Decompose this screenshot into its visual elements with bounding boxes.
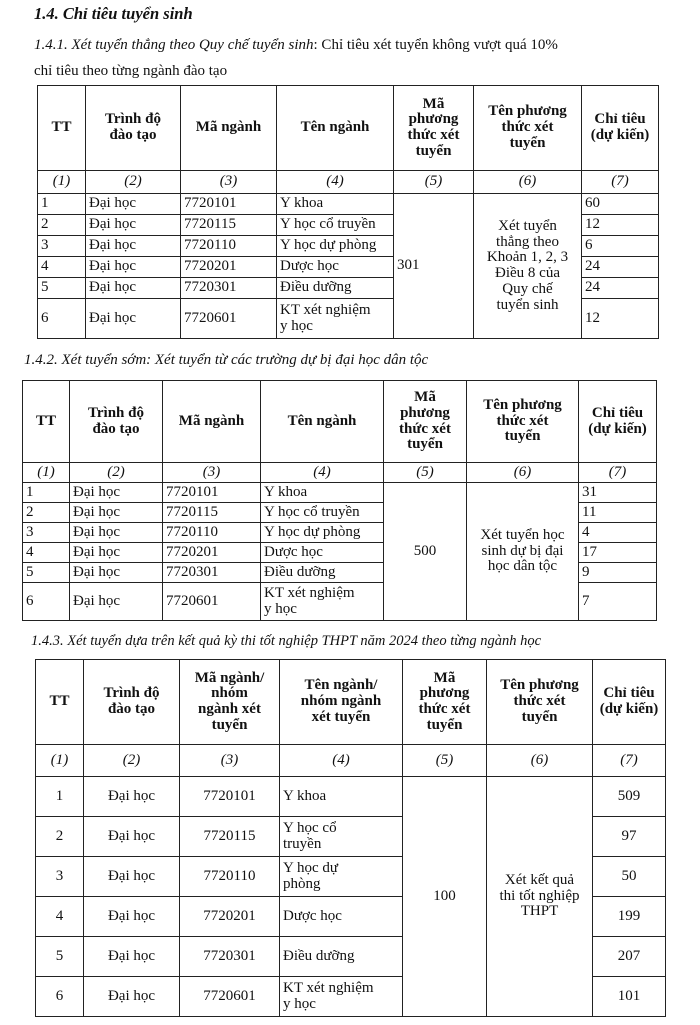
cell-code: 7720201 [181, 257, 277, 278]
header-tt: TT [36, 660, 84, 745]
cell-quota: 50 [593, 857, 666, 897]
cell-quota: 97 [593, 817, 666, 857]
section1-title [34, 37, 558, 54]
column-number-row [23, 463, 657, 483]
col-number: (3) [163, 463, 261, 483]
cell-name: Điều dưỡng [277, 278, 394, 299]
cell-tt: 2 [38, 215, 86, 236]
col-number: (3) [180, 745, 280, 777]
header-level: Trình độ đào tạo [84, 660, 180, 745]
header-code: Mã ngành [163, 381, 261, 463]
cell-method-name: Xét kết quả thi tốt nghiệp THPT [487, 777, 593, 1017]
cell-level: Đại học [86, 215, 181, 236]
cell-method-code: 100 [403, 777, 487, 1017]
cell-level: Đại học [86, 194, 181, 215]
cell-code: 7720110 [163, 523, 261, 543]
section1-title-line2: chỉ tiêu theo từng ngành đào tạo [34, 63, 228, 79]
cell-tt: 4 [36, 897, 84, 937]
header-tt: TT [38, 86, 86, 171]
header-level: Trình độ đào tạo [86, 86, 181, 171]
table-header-row [23, 381, 657, 463]
cell-quota: 9 [579, 563, 657, 583]
col-number: (5) [384, 463, 467, 483]
col-number: (7) [582, 171, 659, 194]
cell-code: 7720115 [180, 817, 280, 857]
cell-level: Đại học [84, 977, 180, 1017]
col-number: (6) [474, 171, 582, 194]
cell-tt: 5 [38, 278, 86, 299]
header-level: Trình độ đào tạo [70, 381, 163, 463]
cell-code: 7720301 [163, 563, 261, 583]
header-tt: TT [23, 381, 70, 463]
header-method-code: Mã phương thức xét tuyển [394, 86, 474, 171]
table-row [38, 194, 659, 215]
cell-tt: 3 [23, 523, 70, 543]
cell-tt: 2 [36, 817, 84, 857]
cell-quota: 4 [579, 523, 657, 543]
cell-tt: 6 [36, 977, 84, 1017]
column-number-row [38, 171, 659, 194]
cell-code: 7720301 [181, 278, 277, 299]
cell-name: Y khoa [280, 777, 403, 817]
header-code: Mã ngành [181, 86, 277, 171]
cell-quota: 7 [579, 583, 657, 621]
col-number: (2) [70, 463, 163, 483]
cell-tt: 6 [23, 583, 70, 621]
header-method-name: Tên phương thức xét tuyển [474, 86, 582, 171]
table-header-row [38, 86, 659, 171]
cell-tt: 3 [38, 236, 86, 257]
cell-code: 7720110 [181, 236, 277, 257]
cell-code: 7720115 [181, 215, 277, 236]
col-number: (4) [277, 171, 394, 194]
cell-quota: 509 [593, 777, 666, 817]
cell-name: Dược học [277, 257, 394, 278]
col-number: (6) [487, 745, 593, 777]
cell-tt: 5 [36, 937, 84, 977]
cell-tt: 1 [38, 194, 86, 215]
cell-level: Đại học [86, 299, 181, 339]
cell-quota: 60 [582, 194, 659, 215]
header-name: Tên ngành [277, 86, 394, 171]
cell-name: Y học cổ truyền [277, 215, 394, 236]
header-quota: Chỉ tiêu (dự kiến) [579, 381, 657, 463]
table-thpt-admission [35, 659, 666, 1017]
cell-name: KT xét nghiệm y học [277, 299, 394, 339]
cell-name: Dược học [280, 897, 403, 937]
cell-level: Đại học [70, 483, 163, 503]
cell-code: 7720101 [180, 777, 280, 817]
cell-quota: 31 [579, 483, 657, 503]
column-number-row [36, 745, 666, 777]
cell-level: Đại học [70, 503, 163, 523]
section3-title: 1.4.3. Xét tuyển dựa trên kết quả kỳ thi tốt nghiệp THPT năm 2024 theo từng ngành học [31, 633, 542, 649]
page-heading: 1.4. Chỉ tiêu tuyển sinh [34, 4, 193, 23]
cell-tt: 1 [36, 777, 84, 817]
header-method-name: Tên phương thức xét tuyển [487, 660, 593, 745]
cell-level: Đại học [84, 817, 180, 857]
cell-name: Y học dự phòng [261, 523, 384, 543]
cell-name: Y học cổ truyền [261, 503, 384, 523]
col-number: (4) [280, 745, 403, 777]
cell-tt: 3 [36, 857, 84, 897]
section1-title-rest: : Chỉ tiêu xét tuyển không vượt quá 10% [313, 37, 558, 53]
cell-level: Đại học [70, 583, 163, 621]
header-name: Tên ngành [261, 381, 384, 463]
col-number: (7) [593, 745, 666, 777]
col-number: (6) [467, 463, 579, 483]
table-early-admission [22, 380, 657, 621]
table-row [36, 777, 666, 817]
col-number: (1) [23, 463, 70, 483]
cell-tt: 2 [23, 503, 70, 523]
cell-code: 7720201 [180, 897, 280, 937]
cell-level: Đại học [84, 897, 180, 937]
cell-tt: 5 [23, 563, 70, 583]
cell-tt: 1 [23, 483, 70, 503]
cell-quota: 199 [593, 897, 666, 937]
cell-name: Y học dự phòng [277, 236, 394, 257]
cell-level: Đại học [84, 777, 180, 817]
cell-level: Đại học [84, 857, 180, 897]
cell-level: Đại học [70, 543, 163, 563]
cell-level: Đại học [70, 523, 163, 543]
header-code: Mã ngành/ nhóm ngành xét tuyển [180, 660, 280, 745]
cell-level: Đại học [86, 257, 181, 278]
cell-level: Đại học [84, 937, 180, 977]
cell-name: Y học cổ truyền [280, 817, 403, 857]
cell-name: Điều dưỡng [261, 563, 384, 583]
cell-quota: 12 [582, 215, 659, 236]
table-direct-admission [37, 85, 659, 339]
cell-name: Y khoa [261, 483, 384, 503]
cell-name: KT xét nghiệm y học [280, 977, 403, 1017]
cell-code: 7720101 [181, 194, 277, 215]
header-quota: Chỉ tiêu (dự kiến) [582, 86, 659, 171]
cell-tt: 4 [38, 257, 86, 278]
col-number: (1) [38, 171, 86, 194]
cell-method-name: Xét tuyển thẳng theo Khoản 1, 2, 3 Điều 8 của Quy chế tuyển sinh [474, 194, 582, 339]
cell-tt: 6 [38, 299, 86, 339]
cell-quota: 17 [579, 543, 657, 563]
header-method-name: Tên phương thức xét tuyển [467, 381, 579, 463]
cell-quota: 11 [579, 503, 657, 523]
col-number: (7) [579, 463, 657, 483]
table-header-row [36, 660, 666, 745]
cell-code: 7720601 [181, 299, 277, 339]
cell-level: Đại học [70, 563, 163, 583]
cell-code: 7720101 [163, 483, 261, 503]
cell-name: Dược học [261, 543, 384, 563]
col-number: (2) [84, 745, 180, 777]
cell-name: Y học dự phòng [280, 857, 403, 897]
section1-title-italic: 1.4.1. Xét tuyển thẳng theo Quy chế tuyển sinh [34, 37, 314, 53]
cell-level: Đại học [86, 236, 181, 257]
cell-level: Đại học [86, 278, 181, 299]
cell-quota: 101 [593, 977, 666, 1017]
cell-quota: 12 [582, 299, 659, 339]
cell-code: 7720110 [180, 857, 280, 897]
col-number: (5) [394, 171, 474, 194]
header-name: Tên ngành/ nhóm ngành xét tuyển [280, 660, 403, 745]
col-number: (3) [181, 171, 277, 194]
col-number: (4) [261, 463, 384, 483]
col-number: (1) [36, 745, 84, 777]
cell-quota: 6 [582, 236, 659, 257]
header-method-code: Mã phương thức xét tuyển [403, 660, 487, 745]
cell-code: 7720601 [180, 977, 280, 1017]
cell-code: 7720115 [163, 503, 261, 523]
cell-quota: 24 [582, 278, 659, 299]
cell-code: 7720301 [180, 937, 280, 977]
cell-name: Điều dưỡng [280, 937, 403, 977]
cell-code: 7720601 [163, 583, 261, 621]
section2-title: 1.4.2. Xét tuyển sớm: Xét tuyển từ các trường dự bị đại học dân tộc [24, 352, 429, 368]
cell-quota: 24 [582, 257, 659, 278]
cell-quota: 207 [593, 937, 666, 977]
cell-name: Y khoa [277, 194, 394, 215]
cell-method-code: 500 [384, 483, 467, 621]
cell-tt: 4 [23, 543, 70, 563]
cell-code: 7720201 [163, 543, 261, 563]
cell-method-code: 301 [394, 194, 474, 339]
cell-method-name: Xét tuyển học sinh dự bị đại học dân tộc [467, 483, 579, 621]
header-quota: Chỉ tiêu (dự kiến) [593, 660, 666, 745]
cell-name: KT xét nghiệm y học [261, 583, 384, 621]
table-row [23, 483, 657, 503]
header-method-code: Mã phương thức xét tuyển [384, 381, 467, 463]
col-number: (5) [403, 745, 487, 777]
col-number: (2) [86, 171, 181, 194]
